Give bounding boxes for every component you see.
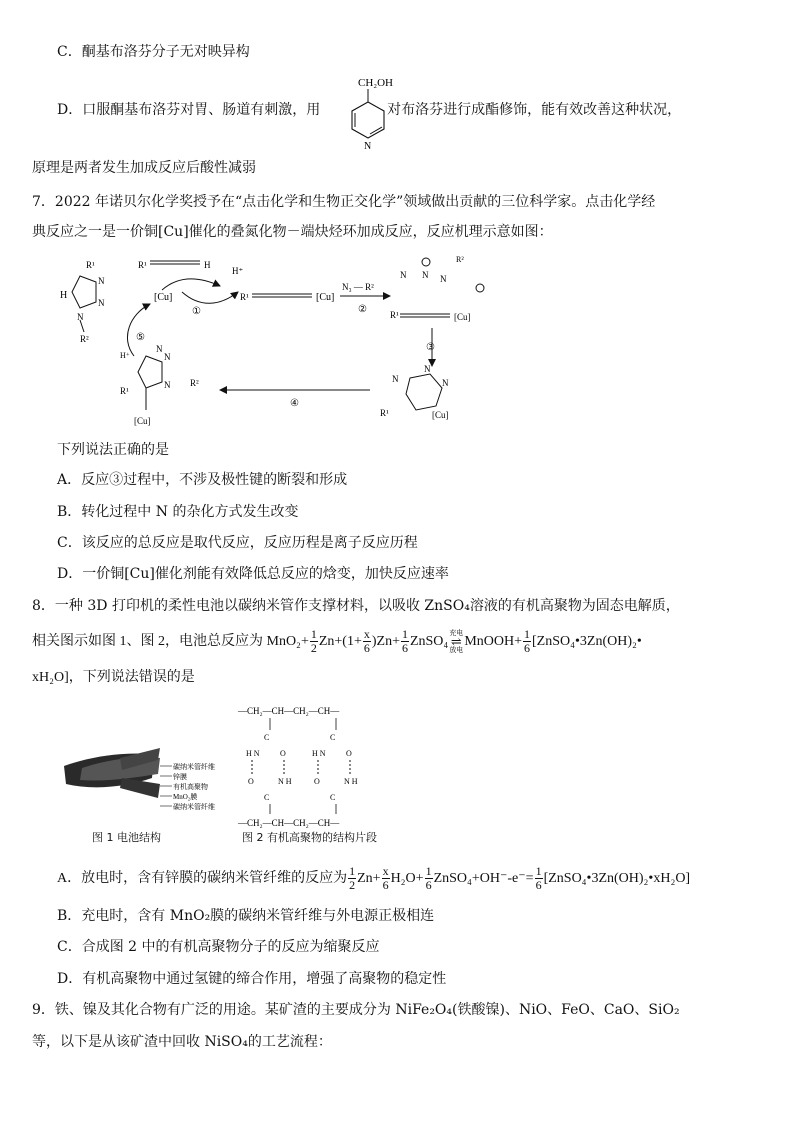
- svg-text:⑤: ⑤: [136, 332, 145, 343]
- svg-text:H N: H N: [312, 749, 326, 758]
- q8-mnooh: MnOOH+: [464, 634, 522, 649]
- svg-text:R¹: R¹: [380, 408, 389, 418]
- svg-text:H: H: [60, 290, 68, 301]
- svg-text:N: N: [164, 352, 171, 362]
- ch2oh-label: CH₂OH: [358, 77, 394, 89]
- svg-text:H N: H N: [246, 749, 260, 758]
- q7-stem-line2: 典反应之一是一价铜[Cu]催化的叠氮化物－端炔烃环加成反应，反应机理示意如图：: [32, 224, 553, 240]
- svg-text:[Cu]: [Cu]: [154, 292, 173, 303]
- fig1-label-cnt1: 碳纳米管纤维: [173, 763, 215, 771]
- svg-text:C: C: [330, 733, 336, 742]
- frac-1-6: $\frac{1}{6}$: [401, 627, 408, 656]
- frac-1-2: $\frac{1}{2}$: [310, 627, 317, 656]
- q6-option-d-line2: 原理是两者发生加成反应后酸性减弱: [32, 160, 256, 176]
- frac-x-6: $\frac{x}{6}$: [363, 627, 370, 656]
- q8-stem-line3: xH₂O]，下列说法错误的是: [32, 670, 195, 685]
- q8-znso4: ZnSO₄: [409, 634, 449, 649]
- q7-option-d: D．一价铜[Cu]催化剂能有效降低总反应的焓变，加快反应速率: [57, 566, 449, 582]
- reversible-arrow: 充电 ⇌ 放电: [449, 629, 464, 655]
- q8-stem-line1: 8．一种 3D 打印机的柔性电池以碳纳米管作支撑材料，以吸收 ZnSO₄溶液的有机高聚物为固态电解质，: [32, 598, 680, 614]
- svg-text:N: N: [422, 270, 429, 280]
- svg-text:R¹: R¹: [240, 292, 249, 302]
- q6-option-c: C．酮基布洛芬分子无对映异构: [57, 44, 250, 60]
- svg-text:N: N: [164, 380, 171, 390]
- q8-stem-line2: [32, 626, 642, 658]
- svg-text:O: O: [280, 749, 286, 758]
- svg-text:R²: R²: [190, 378, 199, 388]
- svg-text:②: ②: [358, 304, 367, 315]
- q6-option-d-pre: D．口服酮基布洛芬对胃、肠道有刺激，用: [57, 102, 321, 118]
- fig1-label-cnt2: 碳纳米管纤维: [173, 803, 215, 811]
- frac-a-1-6: $\frac{1}{6}$: [425, 864, 432, 893]
- q8-option-b: B．充电时，含有 MnO₂膜的碳纳米管纤维与外电源正极相连: [57, 908, 435, 924]
- svg-text:H: H: [204, 260, 211, 270]
- q8-option-a: A．放电时，含有锌膜的碳纳米管纤维的反应为 $\frac{1}{2}$ Zn+ $\frac{x}{6}$ H₂O+ $\frac{1}{6}$ ZnSO₄+OH⁻-e⁻= $\frac{1}{6}$ [ZnSO₄•3Zn(OH)₂•xH₂O]: [57, 864, 691, 893]
- q8-option-c: C．合成图 2 中的有机高聚物分子的反应为缩聚反应: [57, 939, 380, 955]
- q9-stem-line1: 9．铁、镍及其化合物有广泛的用途。某矿渣的主要成分为 NiFe₂O₄(铁酸镍)、NiO、FeO、CaO、SiO₂: [32, 1002, 680, 1018]
- click-chemistry-mechanism-diagram: [50, 248, 490, 434]
- q7-option-c: C．该反应的总反应是取代反应，反应历程是离子反应历程: [57, 535, 418, 551]
- fig1-label-zinc: 锌膜: [173, 773, 187, 781]
- polymer-top-chain: —CH₂—CH—CH₂—CH—: [238, 706, 340, 716]
- svg-text:N: N: [156, 344, 163, 354]
- q7-stem-line1: 7．2022 年诺贝尔化学奖授予在“点击化学和生物正交化学”领域做出贡献的三位科学家。点击化学经: [32, 194, 656, 210]
- svg-text:O: O: [314, 777, 320, 786]
- svg-text:C: C: [264, 793, 270, 802]
- q8-option-d: D．有机高聚物中通过氢键的缔合作用，增强了高聚物的稳定性: [57, 971, 447, 987]
- q8-stem2-pre: 相关图示如图 1、图 2，电池总反应为 MnO₂+: [32, 634, 309, 649]
- svg-text:N: N: [440, 274, 447, 284]
- q6-option-d-post: 对布洛芬进行成酯修饰，能有效改善这种状况，: [387, 102, 682, 118]
- svg-text:O: O: [248, 777, 254, 786]
- polymer-bottom-chain: —CH₂—CH—CH₂—CH—: [238, 818, 340, 828]
- fig1-label-polymer: 有机高聚物: [173, 783, 208, 791]
- svg-text:N: N: [364, 141, 372, 152]
- pyridine-methanol-structure: [340, 74, 410, 152]
- svg-text:R¹: R¹: [138, 260, 147, 270]
- q9-stem-line2: 等，以下是从该矿渣中回收 NiSO₄的工艺流程：: [32, 1034, 332, 1050]
- svg-text:[Cu]: [Cu]: [432, 410, 449, 420]
- q8-option-a-pre: A．放电时，含有锌膜的碳纳米管纤维的反应为: [57, 871, 348, 886]
- svg-text:N H: N H: [344, 777, 358, 786]
- svg-text:R²: R²: [456, 255, 464, 264]
- frac-a-1-6-b: $\frac{1}{6}$: [535, 864, 542, 893]
- q7-option-b: B．转化过程中 N 的杂化方式发生改变: [57, 504, 299, 520]
- polymer-structure-figure: [236, 702, 366, 830]
- svg-text:N: N: [392, 374, 399, 384]
- battery-structure-figure: [62, 708, 232, 828]
- svg-text:N: N: [77, 312, 84, 322]
- svg-text:H⁺: H⁺: [120, 351, 130, 360]
- q8-zn-a: Zn+(1+: [318, 634, 362, 649]
- svg-text:C: C: [264, 733, 270, 742]
- fig2-caption: 图 2 有机高聚物的结构片段: [242, 831, 377, 844]
- svg-text:N₃ — R²: N₃ — R²: [342, 282, 374, 292]
- q7-question: 下列说法正确的是: [57, 442, 169, 458]
- svg-text:N: N: [98, 298, 105, 308]
- svg-text:N H: N H: [278, 777, 292, 786]
- svg-text:[Cu]: [Cu]: [454, 312, 471, 322]
- svg-text:N: N: [442, 378, 449, 388]
- svg-text:R¹: R¹: [120, 386, 129, 396]
- fig1-label-mno2: MnO₂膜: [173, 793, 198, 801]
- svg-text:[Cu]: [Cu]: [134, 416, 151, 426]
- svg-text:①: ①: [192, 306, 201, 317]
- svg-text:R²: R²: [80, 334, 89, 344]
- frac-a-x-6: $\frac{x}{6}$: [382, 864, 389, 893]
- q8-product: [ZnSO₄•3Zn(OH)₂•: [532, 634, 642, 649]
- triazole-product: [60, 260, 105, 344]
- svg-text:R¹: R¹: [390, 310, 399, 320]
- frac-a-1-2: $\frac{1}{2}$: [349, 864, 356, 893]
- svg-text:R¹: R¹: [86, 260, 95, 270]
- svg-text:N: N: [424, 364, 431, 374]
- svg-text:③: ③: [426, 342, 435, 353]
- svg-text:H⁺: H⁺: [232, 266, 244, 276]
- svg-text:④: ④: [290, 398, 299, 409]
- svg-text:N: N: [400, 270, 407, 280]
- q7-option-a: A．反应③过程中，不涉及极性键的断裂和形成: [57, 472, 348, 488]
- svg-text:C: C: [330, 793, 336, 802]
- fig1-caption: 图 1 电池结构: [92, 831, 161, 844]
- svg-text:N: N: [98, 276, 105, 286]
- frac-1-6-b: $\frac{1}{6}$: [524, 627, 530, 656]
- q8-zn-b: )Zn+: [371, 634, 400, 649]
- svg-text:O: O: [346, 749, 352, 758]
- svg-text:[Cu]: [Cu]: [316, 292, 335, 303]
